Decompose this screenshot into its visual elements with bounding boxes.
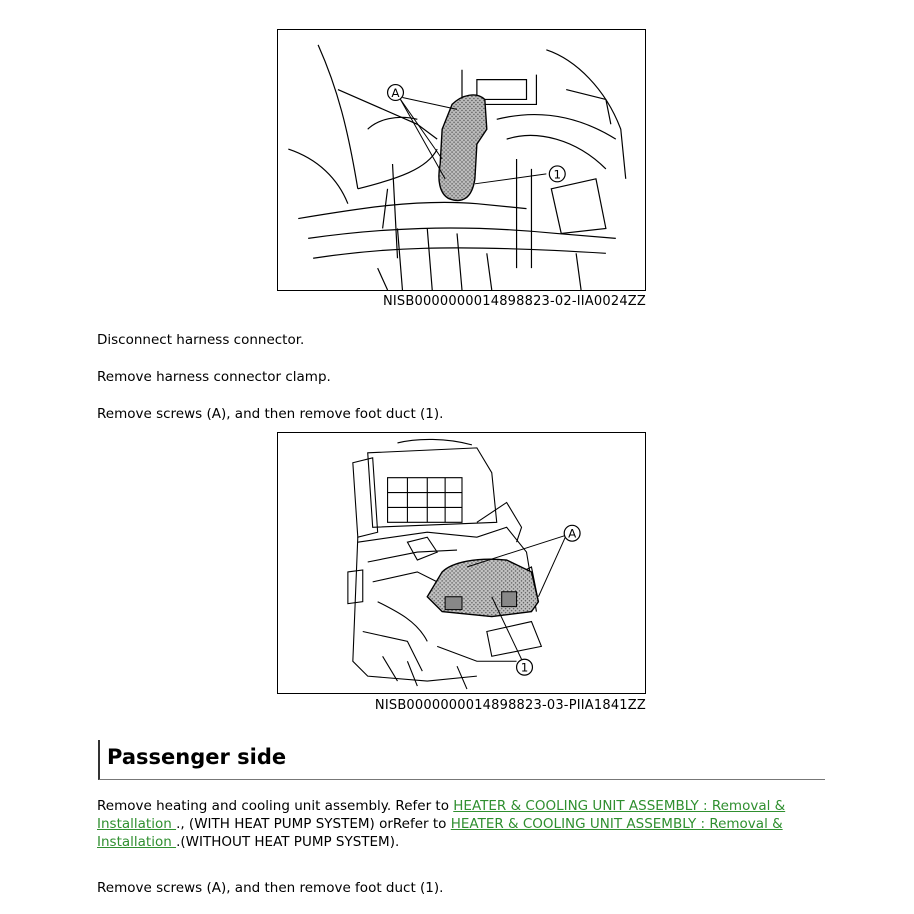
section-title: Passenger side: [107, 745, 287, 769]
reference-paragraph: [97, 797, 817, 851]
step-text: Remove screws (A), and then remove foot duct (1).: [97, 880, 444, 896]
foot-duct-figure-driver: [277, 29, 646, 291]
paragraph-text: ., (WITH HEAT PUMP SYSTEM) orRefer to: [176, 816, 451, 832]
paragraph-text: Remove heating and cooling unit assembly. Refer to: [97, 798, 454, 814]
figure-caption: NISB0000000014898823-03-PIIA1841ZZ: [374, 698, 646, 713]
callout-1-label: 1: [553, 167, 562, 182]
foot-duct-illustration-unit: [278, 433, 645, 693]
step-text: Remove harness connector clamp.: [97, 369, 331, 385]
foot-duct-illustration-driver: [278, 30, 645, 290]
callout-a-label: A: [391, 85, 400, 100]
paragraph-text: .(WITHOUT HEAT PUMP SYSTEM).: [176, 834, 400, 850]
callout-1-label: 1: [520, 660, 529, 675]
callout-a-label: A: [568, 526, 577, 541]
reference-link-with-heat-pump[interactable]: HEATER & COOLING UNIT ASSEMBLY : Removal & Installation: [97, 798, 786, 832]
section-header: [98, 740, 825, 780]
reference-link-without-heat-pump[interactable]: HEATER & COOLING UNIT ASSEMBLY : Removal & Installation: [97, 816, 783, 850]
figure-caption: NISB0000000014898823-02-IIA0024ZZ: [382, 294, 646, 309]
foot-duct-figure-unit: [277, 432, 646, 694]
step-text: Remove screws (A), and then remove foot duct (1).: [97, 406, 444, 422]
step-text: Disconnect harness connector.: [97, 332, 305, 348]
